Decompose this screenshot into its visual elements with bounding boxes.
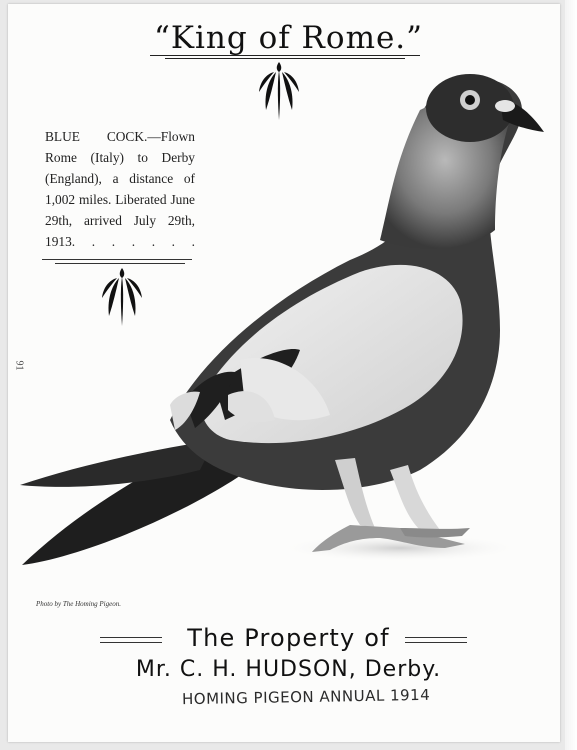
page-title: “King of Rome.” (153, 20, 424, 56)
photo-credit: Photo by The Homing Pigeon. (36, 600, 121, 608)
story-paragraph: BLUE COCK.—Flown Rome (Italy) to Derby (England), a distance of 1,002 miles. Liberated June 29th, arrived July 29th, 1913. . . . . . . (45, 129, 195, 249)
page-number: 91 (13, 360, 25, 371)
property-heading: The Property of (187, 624, 390, 652)
owner-name: Mr. C. H. HUDSON, Derby. (135, 657, 442, 682)
handwritten-note: HOMING PIGEON ANNUAL 1914 (181, 685, 431, 709)
